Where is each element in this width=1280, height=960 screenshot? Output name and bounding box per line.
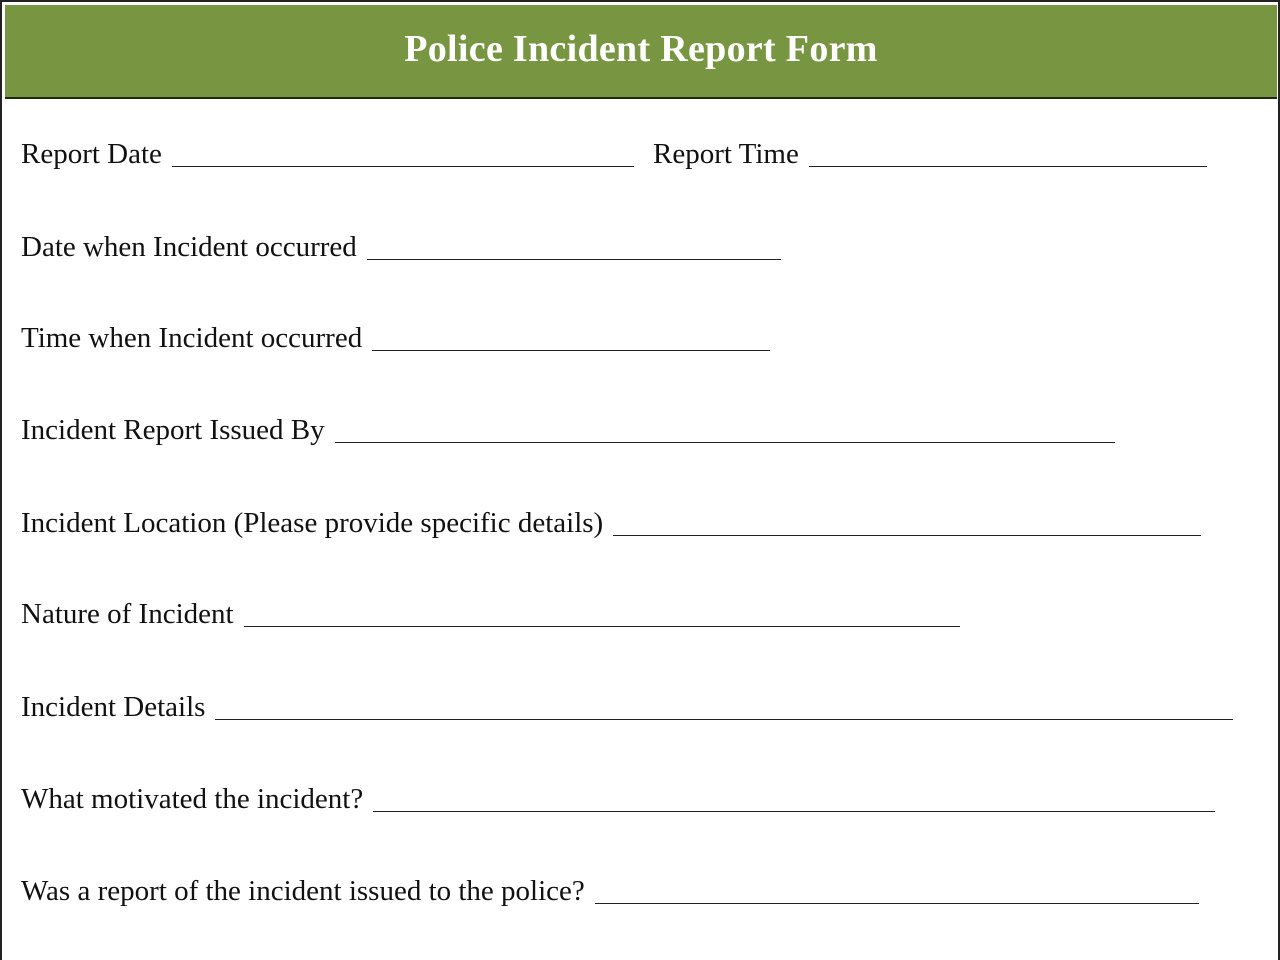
location-label: Incident Location (Please provide specific details): [21, 507, 604, 539]
issued-by-label: Incident Report Issued By: [21, 414, 325, 446]
report-date-input-line[interactable]: [172, 166, 634, 167]
motivation-label: What motivated the incident?: [21, 783, 364, 815]
details-field: [21, 691, 1233, 723]
issued-by-field: [21, 414, 1115, 446]
details-label: Incident Details: [21, 691, 206, 723]
time-occurred-input-line[interactable]: [372, 350, 770, 351]
time-occurred-field: [21, 322, 770, 354]
report-time-input-line[interactable]: [809, 166, 1207, 167]
police-report-input-line[interactable]: [595, 903, 1199, 904]
motivation-input-line[interactable]: [373, 811, 1215, 812]
report-time-label: Report Time: [653, 138, 799, 170]
form-header: [5, 5, 1277, 99]
report-date-label: Report Date: [21, 138, 162, 170]
report-time-field: [653, 138, 1207, 170]
nature-field: [21, 598, 960, 630]
report-date-field: [21, 138, 634, 170]
issued-by-input-line[interactable]: [335, 442, 1115, 443]
time-occurred-label: Time when Incident occurred: [21, 322, 363, 354]
police-report-label: Was a report of the incident issued to the police?: [21, 875, 585, 907]
location-input-line[interactable]: [613, 535, 1201, 536]
nature-label: Nature of Incident: [21, 598, 234, 630]
motivation-field: [21, 783, 1215, 815]
date-occurred-label: Date when Incident occurred: [21, 231, 357, 263]
police-report-field: [21, 875, 1199, 907]
nature-input-line[interactable]: [244, 626, 960, 627]
date-occurred-field: [21, 231, 781, 263]
date-occurred-input-line[interactable]: [367, 259, 781, 260]
details-input-line[interactable]: [215, 719, 1233, 720]
location-field: [21, 507, 1201, 539]
form-title: Police Incident Report Form: [404, 28, 878, 70]
